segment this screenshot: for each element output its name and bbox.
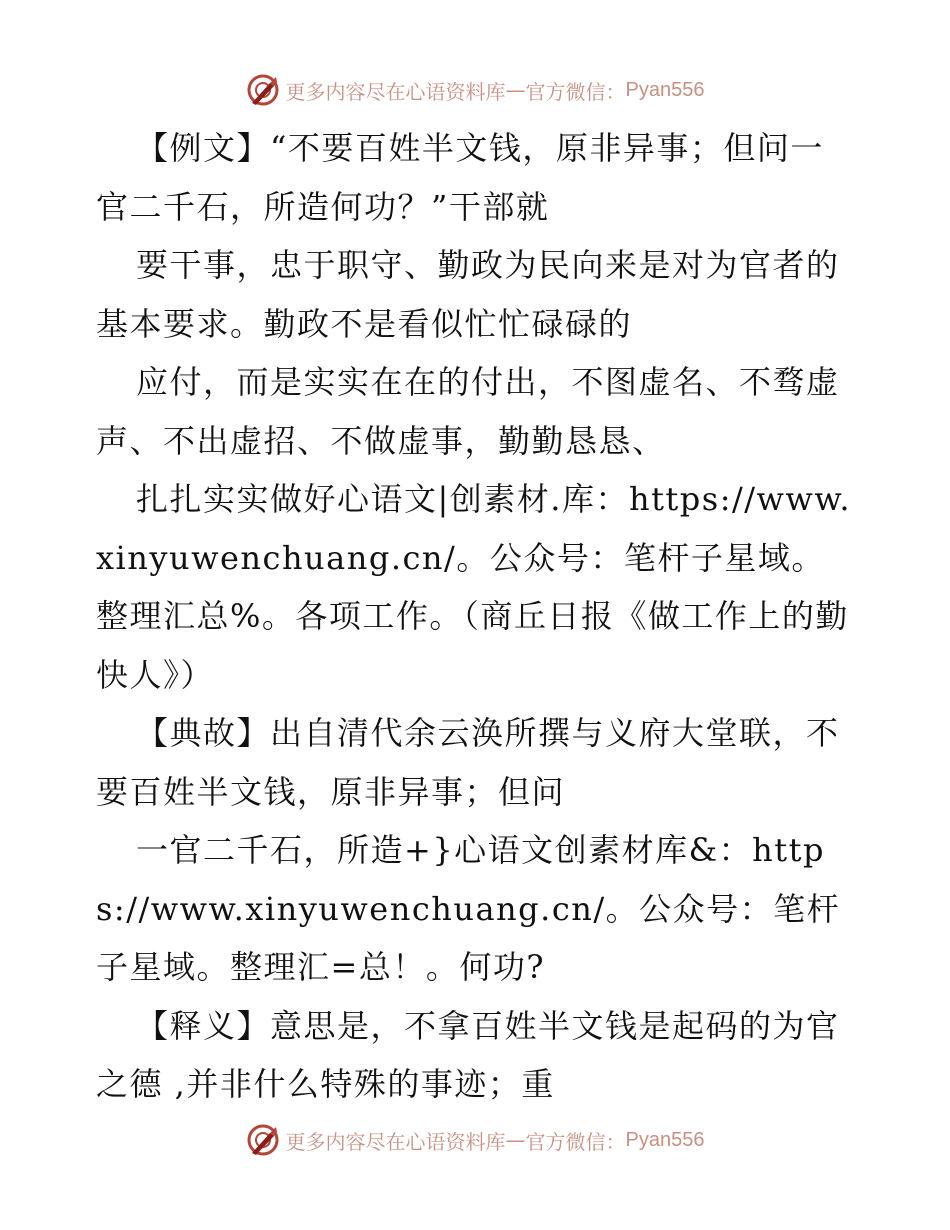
pen-logo-icon: [246, 73, 280, 107]
watermark-slogan: 更多内容尽在心语资料库: [285, 1129, 506, 1154]
watermark-account-label: 官方微信：: [525, 1129, 626, 1154]
watermark-banner-top: [0, 70, 950, 110]
watermark-separator: —: [505, 1128, 526, 1152]
watermark-slogan: 更多内容尽在心语资料库: [285, 79, 506, 104]
document-body: [96, 119, 856, 1114]
watermark-account-id: Pyan556: [625, 78, 705, 101]
paragraph-example-4: 扎扎实实做好心语文|创素材.库：https://www.xinyuwenchuang.cn/。公众号：笔杆子星域。整理汇总%。各项工作。（商丘日报《做工作上的勤快人》）: [96, 480, 852, 694]
paragraph-example-3: 应付，而是实实在在的付出，不图虚名、不骛虚声、不出虚招、不做虚事，勤勤恳恳、: [96, 363, 840, 460]
paragraph-allusion-1: 【典故】出自清代余云涣所撰与义府大堂联，不要百姓半文钱，原非异事；但问: [96, 714, 840, 811]
watermark-banner-bottom: [0, 1120, 950, 1160]
paragraph-meaning-1: 【释义】意思是，不拿百姓半文钱是起码的为官之德 ,并非什么特殊的事迹；重: [96, 1006, 840, 1103]
pen-logo-icon: [246, 1123, 280, 1157]
watermark-account-id: Pyan556: [625, 1128, 705, 1151]
paragraph-example-2: 要干事，忠于职守、勤政为民向来是对为官者的基本要求。勤政不是看似忙忙碌碌的: [96, 246, 840, 343]
watermark-separator: —: [505, 78, 526, 102]
paragraph-example-1: 【例文】“不要百姓半文钱，原非异事；但问一官二千石，所造何功？”干部就: [96, 129, 824, 226]
paragraph-allusion-2: 一官二千石，所造+}心语文创素材库&：https://www.xinyuwenchuang.cn/。公众号：笔杆子星域。整理汇=总！。何功?: [96, 831, 841, 986]
watermark-account-label: 官方微信：: [525, 79, 626, 104]
